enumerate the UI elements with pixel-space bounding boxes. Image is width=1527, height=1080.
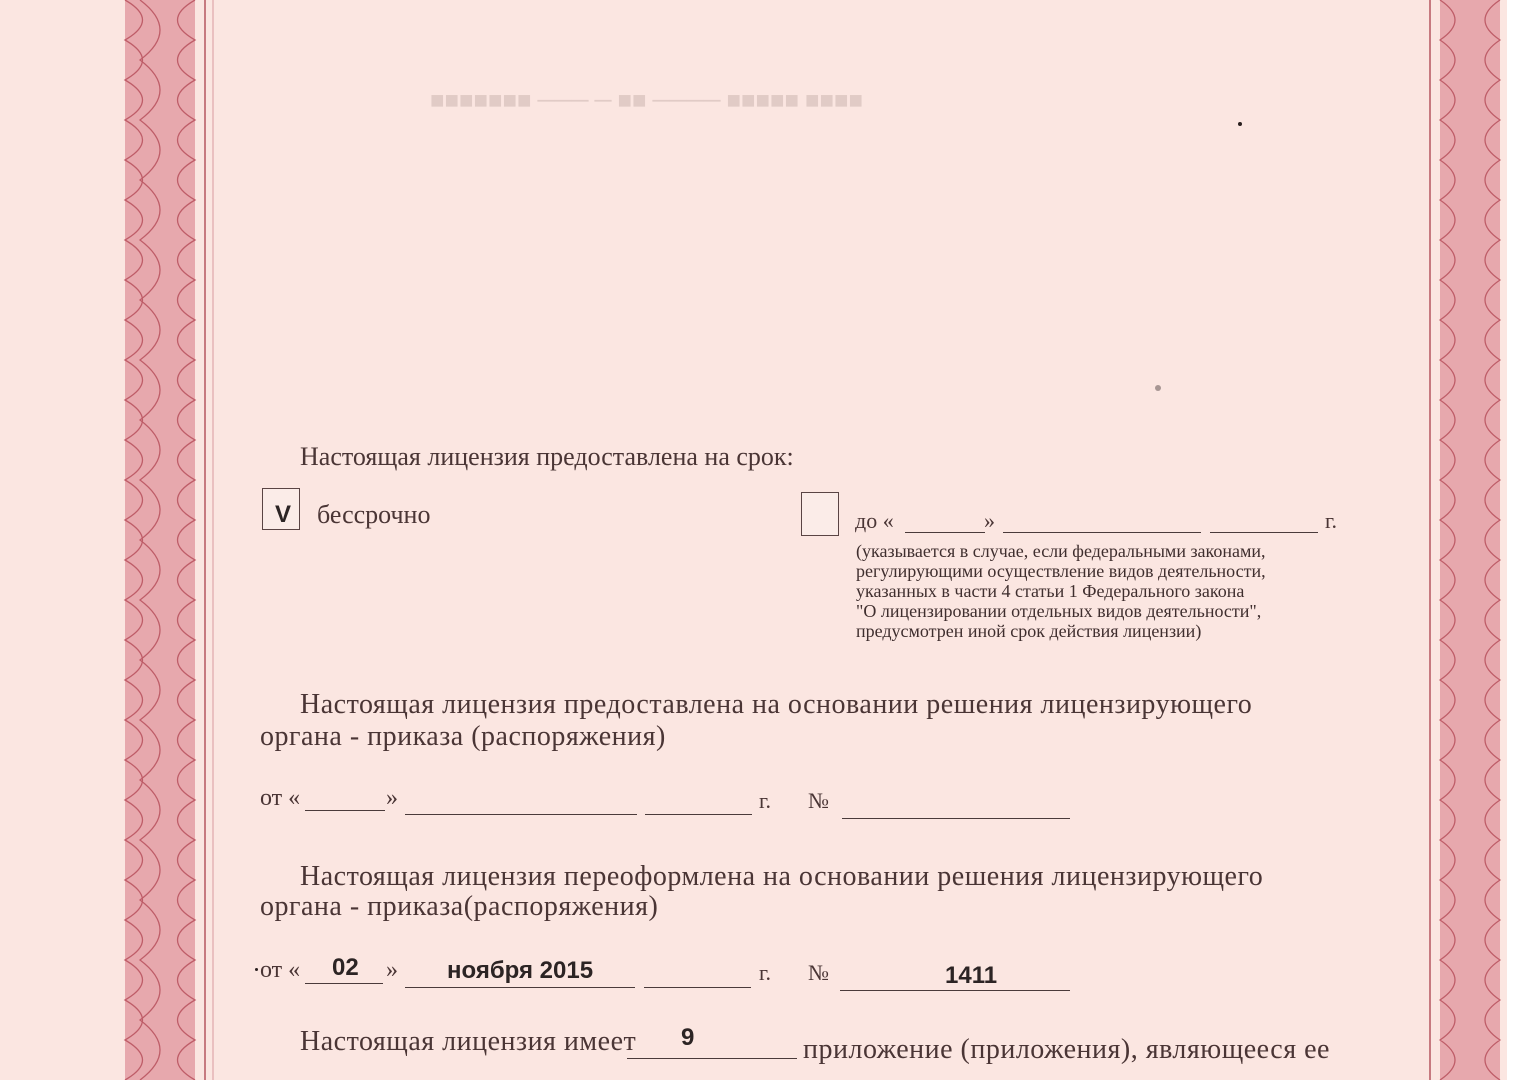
right-guilloche-border bbox=[1425, 0, 1527, 1080]
until-year-line[interactable] bbox=[1210, 532, 1318, 533]
basis-line-1: Настоящая лицензия предоставлена на основании решения лицензирующего bbox=[300, 689, 1253, 720]
reissue-month-line[interactable] bbox=[405, 987, 635, 988]
reissue-line-2: органа - приказа(распоряжения) bbox=[260, 891, 659, 922]
indefinite-checkbox[interactable] bbox=[262, 488, 300, 530]
speck bbox=[1238, 122, 1242, 126]
reissue-day-value: 02 bbox=[332, 954, 359, 981]
until-note-line-2: регулирующими осуществление видов деятельности, bbox=[856, 561, 1266, 581]
checkbox-mark: V bbox=[275, 501, 292, 528]
basis-number-sign: № bbox=[808, 788, 829, 813]
basis-year-line[interactable] bbox=[645, 814, 752, 815]
until-prefix: до « bbox=[855, 508, 894, 533]
term-heading: Настоящая лицензия предоставлена на срок: bbox=[300, 442, 794, 471]
reissue-year-line[interactable] bbox=[644, 987, 751, 988]
reissue-day-line[interactable] bbox=[305, 983, 383, 984]
until-year-suffix: г. bbox=[1325, 508, 1338, 533]
basis-from-prefix: от « bbox=[260, 785, 301, 811]
basis-line-2: органа - приказа (распоряжения) bbox=[260, 721, 666, 752]
reissue-month-year-value: ноября 2015 bbox=[447, 957, 594, 984]
speck bbox=[255, 968, 258, 971]
appendix-suffix: приложение (приложения), являющееся ее bbox=[803, 1034, 1330, 1065]
appendix-prefix: Настоящая лицензия имеет bbox=[300, 1026, 637, 1057]
reissue-year-suffix: г. bbox=[759, 960, 772, 985]
reissue-number-value: 1411 bbox=[945, 962, 998, 989]
reissue-from-prefix: от « bbox=[260, 957, 301, 983]
until-note-line-5: предусмотрен иной срок действия лицензии) bbox=[856, 621, 1202, 641]
until-note-line-1: (указывается в случае, если федеральными законами, bbox=[856, 541, 1266, 561]
appendix-count-value: 9 bbox=[681, 1024, 695, 1051]
until-note-line-4: "О лицензировании отдельных видов деятельности", bbox=[856, 601, 1262, 621]
until-month-line[interactable] bbox=[1003, 532, 1201, 533]
reissue-from-mid: » bbox=[386, 957, 398, 983]
show-through-text: ■■■■■■■ ─── ─ ■■ ──── ■■■■■ ■■■■ bbox=[430, 88, 863, 114]
until-day-line[interactable] bbox=[905, 532, 985, 533]
until-mid: » bbox=[984, 508, 995, 533]
basis-year-suffix: г. bbox=[759, 788, 772, 813]
reissue-number-sign: № bbox=[808, 960, 829, 985]
reissue-number-line[interactable] bbox=[840, 990, 1070, 991]
basis-day-line[interactable] bbox=[305, 810, 385, 811]
reissue-line-1: Настоящая лицензия переоформлена на основании решения лицензирующего bbox=[300, 861, 1264, 892]
appendix-count-line[interactable] bbox=[627, 1058, 797, 1059]
until-note-line-3: указанных в части 4 статьи 1 Федерального закона bbox=[856, 581, 1245, 601]
until-checkbox[interactable] bbox=[801, 492, 839, 536]
basis-month-line[interactable] bbox=[405, 814, 637, 815]
basis-from-mid: » bbox=[386, 785, 398, 811]
indefinite-label: бессрочно bbox=[317, 500, 431, 529]
speck bbox=[1155, 385, 1161, 391]
basis-number-line[interactable] bbox=[842, 818, 1070, 819]
left-guilloche-border bbox=[95, 0, 255, 1080]
